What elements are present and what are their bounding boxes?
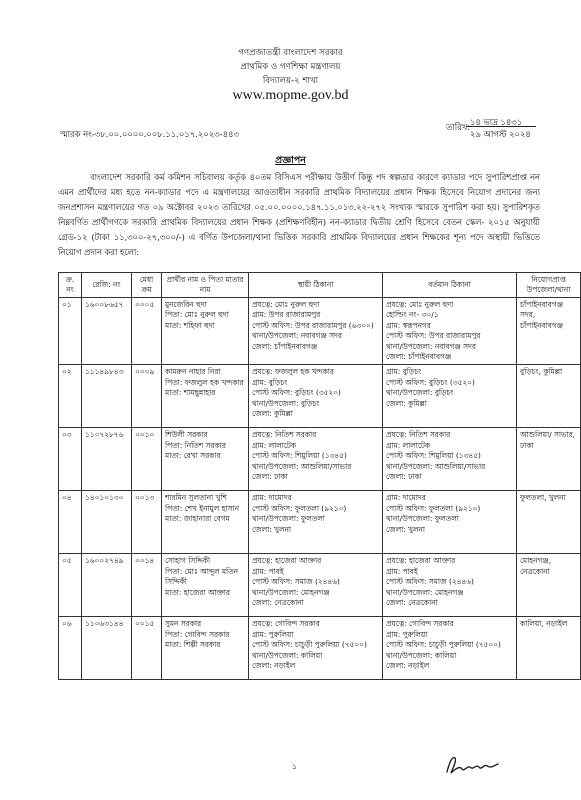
table-row [59,491,581,554]
ministry-name: প্রাথমিক ও গণশিক্ষা মন্ত্রণালয় [240,62,341,72]
cell-posting: চাঁপাইনবাবগঞ্জ সদর, চাঁপাইনবাবগঞ্জ [517,298,581,365]
cell-sl: ০২ [59,365,82,428]
address-line: পোস্ট অফিস: সমাজ (২৪৪৬) [252,577,340,587]
notification-paragraph: বাংলাদেশ সরকারি কর্ম কমিশন সচিবালয় কর্তৃক ৪০তম বিসিএস পরীক্ষায় উত্তীর্ণ কিন্তু পদ স্বল্পতার কারণে ক্যাডার পদে সুপারিশপ্রাপ্ত নন এমন প্রার্থীদের মধ্য হতে নন-ক্যাডার পদে এ মন্ত্রণালয়ের আওতাধীন সরকারি প্রাথমিক বিদ্যালয়ের প্রধান শিক্ষক হিসেবে নিয়োগ প্রদানের জন্য জনপ্রশাসন মন্ত্রণালয়ের গত ০৯ অক্টোবর ২০২৩ তারিখের ০৫.০০.০০০০.১৪৭.১১.০১৩.২২-২৭২ সংখ্যক স্মারকে সুপারিশ করা হয়। সুপারিশকৃত নিম্নবর্ণিত প্রার্থীগণকে সরকারি প্রাথমিক বিদ্যালয়ের প্রধান শিক্ষক (প্রশিক্ষণবিহীন) নন-ক্যাডার দ্বিতীয় শ্রেণি হিসেবে বেতন স্কেল- ২০১৫ অনুযায়ী গ্রেড-১২ (টাকা ১১,৩০০-২৭,৩০০/-) এ বর্ণিত উপজেলা/থানা ভিত্তিক সরকারি প্রাথমিক বিদ্যালয়ের প্রধান শিক্ষকের শূন্য পদে অস্থায়ী ভিত্তিতে নিয়োগ প্রদান করা হলো: [58,172,540,257]
mother-name: মাতা: রেখা সরকার [165,451,221,461]
cell-reg: ১১০৭২৮৭৬ [82,428,132,491]
handwritten-signature [444,752,500,778]
address-line: জেলা: নেত্রকোনা [252,598,304,608]
date-english: ২৯ আগস্ট ২০২৪ [470,129,531,139]
address-line: গ্রাম: স্বরূপনগর [386,320,431,330]
address-line: পোস্ট অফিস: শিমুলিয়া (১৩৪৫) [252,451,347,461]
date-label: তারিখ: [446,122,471,132]
candidate-name: সুমন সরকার [165,619,202,629]
memo-number: স্মারক নং-৩৮.০০.০০০০.০০৮.১১.০১৭.২০২৩-৪৪৩ [60,129,239,139]
cell-present-address [383,491,517,554]
address-line: থানা/উপজেলা: আশুলিয়া/সাভার [386,461,486,471]
address-line: পোস্ট অফিস: বুড়িচং (৩৫২০) [252,388,341,398]
address-line: হোল্ডিং নং- ৩০/১ [386,310,439,320]
address-line: থানা/উপজেলা: মোহনগঞ্জ [252,587,330,597]
cell-posting: ফুলতলা, খুলনা [517,491,581,554]
mother-name: মাতা: শহিফা হুদা [165,320,215,330]
address-line: থানা/উপজেলা: কালিয়া [386,650,457,660]
website-link[interactable]: www.mopme.gov.bd [232,88,349,103]
col-header-merit: মেধা ক্রম [132,273,162,298]
mother-name: মাতা: শামছুন্নাহার [165,388,216,398]
address-line: প্রযত্নে: ফজলুল হক খন্দকার [252,367,334,377]
address-line: পোস্ট অফিস: উপর রাজারামপুর [386,331,481,341]
father-name: পিতা: গোবিন্দ সরকার [165,629,230,639]
address-line: প্রযত্নে: হাজেরা আক্তার [252,556,322,566]
table-header-row [59,273,581,298]
address-line: পোস্ট অফিস: উপর রাজারামপুর (৬৩০০) [252,320,374,330]
cell-reg: ১৪০১০১৩০ [82,491,132,554]
cell-permanent-address [249,298,383,365]
candidate-name: শারমিন সুলতানা খুশি [165,493,227,503]
address-line: গ্রাম: বুড়িচং [386,367,422,377]
cell-merit: ০০১৩ [132,491,162,554]
table-row [59,298,581,365]
cell-present-address [383,554,517,617]
candidate-name: সোহাগ সিদ্দিকী [165,556,211,566]
cell-name [162,365,249,428]
father-name: পিতা: নিতিশ সরকার [165,440,226,450]
address-line: থানা/উপজেলা: মোহনগঞ্জ [386,587,464,597]
cell-present-address [383,365,517,428]
address-line: গ্রাম: পুরুলিয়া [386,629,428,639]
address-line: থানা/উপজেলা: বুড়িচং [252,398,320,408]
mother-name: মাতা: শিল্পী সরকার [165,640,221,650]
cell-posting: বুড়িচং, কুমিল্লা [517,365,581,428]
cell-reg: ১৬০০৮৬৫৭ [82,298,132,365]
cell-merit: ০০১০ [132,428,162,491]
address-line: পোস্ট অফিস: সমাজ (২৪৪৬) [386,577,474,587]
candidate-name: মুনজেরিন হুদা [165,300,207,309]
table-row [59,428,581,491]
address-line: গ্রাম: দামোদর [386,493,426,503]
col-header-reg: রেজি: নং [82,273,132,298]
address-line: পোস্ট অফিস: ফুলতলা (৯২১০) [386,503,481,513]
address-line: পোস্ট অফিস: চাচুড়ী পুরুলিয়া (৭৫০০) [252,640,367,650]
cell-present-address [383,298,517,365]
cell-merit: ০০১৪ [132,554,162,617]
cell-name [162,617,249,680]
address-line: প্রযত্নে: মোঃ নুরুল হুদা [386,300,454,309]
cell-merit: ০০০৯ [132,365,162,428]
cell-sl: ০৩ [59,428,82,491]
address-line: প্রযত্নে: হাজেরা আক্তার [386,556,456,566]
address-line: থানা/উপজেলা: ফুলতলা [386,514,459,524]
page-number: ১ [292,762,298,771]
cell-sl: ০৫ [59,554,82,617]
cell-merit: ০০১৫ [132,617,162,680]
address-line: প্রযত্নে: গোবিন্দ সরকার [386,619,454,629]
address-line: পোস্ট অফিস: চাচুড়ী পুরুলিয়া (৭৫০০) [386,640,501,650]
cell-permanent-address [249,428,383,491]
address-line: প্রযত্নে: নিতিশ সরকার [386,430,451,440]
father-name: পিতা: মোঃ আব্দুল মতিন সিদ্দিকী [165,566,239,587]
cell-posting: আশুলিয়া/ সাভার, ঢাকা [517,428,581,491]
address-line: প্রযত্নে: গোবিন্দ সরকার [252,619,320,629]
table-row [59,554,581,617]
notification-title: প্রজ্ঞাপন [275,155,306,166]
address-line: জেলা: কুমিল্লা [252,409,293,419]
col-header-permanent-address: স্থায়ী ঠিকানা [249,273,383,298]
cell-reg: ১১১৪৯৮৪৩ [82,365,132,428]
date-divider [466,126,536,127]
address-line: গ্রাম: পাবই [252,566,284,576]
cell-posting: মোহনগঞ্জ, নেত্রকোনা [517,554,581,617]
cell-permanent-address [249,617,383,680]
address-line: জেলা: নেত্রকোনা [386,598,438,608]
mother-name: মাতা: হাজেরা আক্তার [165,587,230,597]
father-name: পিতা: মোঃ নুরুল হুদা [165,310,229,320]
address-line: থানা/উপজেলা: নবাবগঞ্জ সদর [252,331,342,341]
col-header-sl: ক্র. নং [59,273,82,298]
cell-reg: ১১০৬৩১৪৪ [82,617,132,680]
address-line: জেলা: চাঁপাইনবাবগঞ্জ [252,341,318,351]
cell-name [162,554,249,617]
address-line: থানা/উপজেলা: ফুলতলা [252,514,325,524]
cell-present-address [383,617,517,680]
address-line: গ্রাম: পুরুলিয়া [252,629,294,639]
date-bangla: ১৪ ভাদ্র ১৪৩১ [470,117,523,127]
col-header-present-address: বর্তমান ঠিকানা [383,273,517,298]
cell-name [162,428,249,491]
mother-name: মাতা: জাহানারা বেগম [165,514,230,524]
cell-sl: ০১ [59,298,82,365]
address-line: থানা/উপজেলা: কালিয়া [252,650,323,660]
address-line: গ্রাম: বুড়িচং [252,377,288,387]
cell-reg: ১৬০০২৭৪৯ [82,554,132,617]
cell-merit: ০০০৫ [132,298,162,365]
father-name: পিতা: শেখ ইনামুল হাসান [165,503,240,513]
col-header-name: প্রার্থীর নাম ও পিতা মাতার নাম [162,273,249,298]
cell-permanent-address [249,365,383,428]
section-name: বিদ্যালয়-২ শাখা [262,76,319,86]
address-line: জেলা: ঢাকা [386,472,422,482]
cell-posting: কালিয়া, নড়াইল [517,617,581,680]
address-line: পোস্ট অফিস: শিমুলিয়া (১৩৪৫) [386,451,481,461]
address-line: জেলা: চাঁপাইনবাবগঞ্জ [386,352,452,362]
cell-permanent-address [249,554,383,617]
cell-permanent-address [249,491,383,554]
address-line: গ্রাম: দামোদর [252,493,292,503]
address-line: জেলা: কুমিল্লা [386,398,427,408]
address-line: জেলা: খুলনা [386,524,426,534]
address-line: প্রযত্নে: মোঃ নুরুল হুদা [252,300,320,309]
address-line: গ্রাম: লালাটেক [252,440,297,450]
address-line: প্রযত্নে: নিতিশ সরকার [252,430,317,440]
cell-sl: ০৬ [59,617,82,680]
address-line: জেলা: খুলনা [252,524,292,534]
address-line: জেলা: নড়াইল [386,661,430,671]
col-header-posting: নিয়োগপ্রাপ্ত উপজেলা/থানা [517,273,581,298]
address-line: থানা/উপজেলা: আশুলিয়া/সাভার [252,461,352,471]
candidate-name: কামরুন নাহার নিরা [165,367,221,377]
table-row [59,365,581,428]
cell-sl: ০৪ [59,491,82,554]
cell-name [162,491,249,554]
address-line: গ্রাম: উপর রাজারামপুর [252,310,321,320]
address-line: জেলা: নড়াইল [252,661,296,671]
candidate-name: শিউলী সরকার [165,430,208,440]
address-line: পোস্ট অফিস: ফুলতলা (৯২১০) [252,503,347,513]
address-line: থানা/উপজেলা: নবাবগঞ্জ সদর [386,341,476,351]
father-name: পিতা: ফজলুল হক খন্দকার [165,377,244,387]
cell-name [162,298,249,365]
address-line: থানা/উপজেলা: বুড়িচং [386,388,454,398]
govt-name: গণপ্রজাতন্ত্রী বাংলাদেশ সরকার [238,48,343,58]
address-line: গ্রাম: লালাটেক [386,440,431,450]
address-line: গ্রাম: পাবই [386,566,418,576]
address-line: জেলা: ঢাকা [252,472,288,482]
cell-present-address [383,428,517,491]
table-row [59,617,581,680]
address-line: পোস্ট অফিস: বুড়িচং (৩৫২০) [386,377,475,387]
appointment-table [58,272,581,680]
